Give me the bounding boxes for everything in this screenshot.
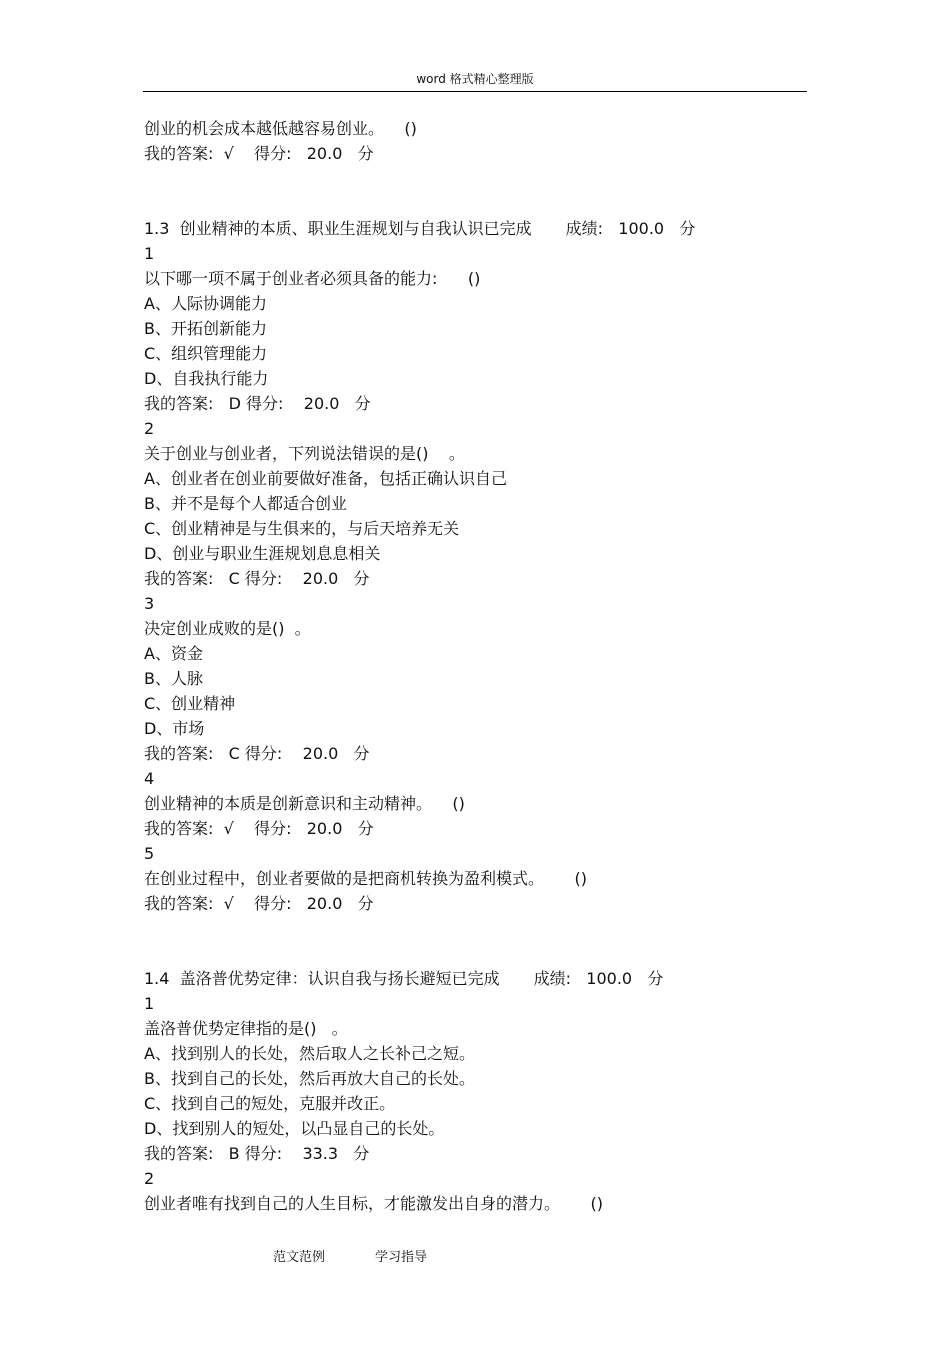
- footer-right-text: 学习指导: [375, 1250, 428, 1265]
- section-score: 成绩: 100.0 分: [565, 219, 696, 238]
- section-title-text: 1.4 盖洛普优势定律：认识自我与扬长避短已完成: [144, 969, 500, 988]
- question-text: 创业的机会成本越低越容易创业。 (): [144, 119, 417, 138]
- option-d: D、找到别人的短处，以凸显自己的长处。: [144, 1119, 445, 1138]
- option-a: A、人际协调能力: [144, 294, 267, 313]
- page-header: word 格式精心整理版: [416, 72, 534, 86]
- option-c: C、组织管理能力: [144, 344, 268, 363]
- option-a: A、资金: [144, 644, 203, 663]
- section-title-1-4: [144, 966, 814, 991]
- answer-line: 我的答案: B 得分: 33.3 分: [144, 1144, 370, 1163]
- answer-line: 我的答案: C 得分: 20.0 分: [144, 569, 370, 588]
- option-c: C、找到自己的短处，克服并改正。: [144, 1094, 396, 1113]
- question-text: 以下哪一项不属于创业者必须具备的能力: (): [144, 269, 481, 288]
- answer-line: 我的答案: √ 得分: 20.0 分: [144, 819, 374, 838]
- question-text: 创业者唯有找到自己的人生目标，才能激发出自身的潜力。 (): [144, 1194, 604, 1213]
- section-title-text: 1.3 创业精神的本质、职业生涯规划与自我认识已完成: [144, 219, 532, 238]
- option-d: D、自我执行能力: [144, 369, 269, 388]
- option-d: D、市场: [144, 719, 205, 738]
- question-text: 在创业过程中，创业者要做的是把商机转换为盈利模式。 (): [144, 869, 588, 888]
- option-c: C、创业精神是与生俱来的，与后天培养无关: [144, 519, 460, 538]
- section-title-1-3: [144, 216, 814, 241]
- question-text: 创业精神的本质是创新意识和主动精神。 (): [144, 794, 465, 813]
- option-d: D、创业与职业生涯规划息息相关: [144, 544, 381, 563]
- header-divider: [143, 91, 807, 92]
- footer-left-text: 范文范例: [273, 1250, 326, 1265]
- option-c: C、创业精神: [144, 694, 236, 713]
- question-text: 关于创业与创业者，下列说法错误的是() 。: [144, 444, 465, 463]
- question-text: 盖洛普优势定律指的是() 。: [144, 1019, 348, 1038]
- answer-line: 我的答案: C 得分: 20.0 分: [144, 744, 370, 763]
- question-number: 2: [144, 1169, 155, 1188]
- option-b: B、找到自己的长处，然后再放大自己的长处。: [144, 1069, 475, 1088]
- section-gap: [144, 166, 814, 216]
- document-body: [144, 116, 814, 1216]
- option-b: B、开拓创新能力: [144, 319, 267, 338]
- option-a: A、找到别人的长处，然后取人之长补己之短。: [144, 1044, 475, 1063]
- question-number: 1: [144, 994, 155, 1013]
- page-footer: [273, 1249, 427, 1267]
- section-gap: [144, 916, 814, 966]
- answer-line: 我的答案: √ 得分: 20.0 分: [144, 144, 374, 163]
- answer-line: 我的答案: D 得分: 20.0 分: [144, 394, 371, 413]
- question-number: 4: [144, 769, 155, 788]
- question-text: 决定创业成败的是() 。: [144, 619, 311, 638]
- option-a: A、创业者在创业前要做好准备，包括正确认识自己: [144, 469, 507, 488]
- option-b: B、人脉: [144, 669, 203, 688]
- question-number: 3: [144, 594, 155, 613]
- question-number: 5: [144, 844, 155, 863]
- question-number: 1: [144, 244, 155, 263]
- question-number: 2: [144, 419, 155, 438]
- answer-line: 我的答案: √ 得分: 20.0 分: [144, 894, 374, 913]
- section-score: 成绩: 100.0 分: [533, 969, 664, 988]
- option-b: B、并不是每个人都适合创业: [144, 494, 347, 513]
